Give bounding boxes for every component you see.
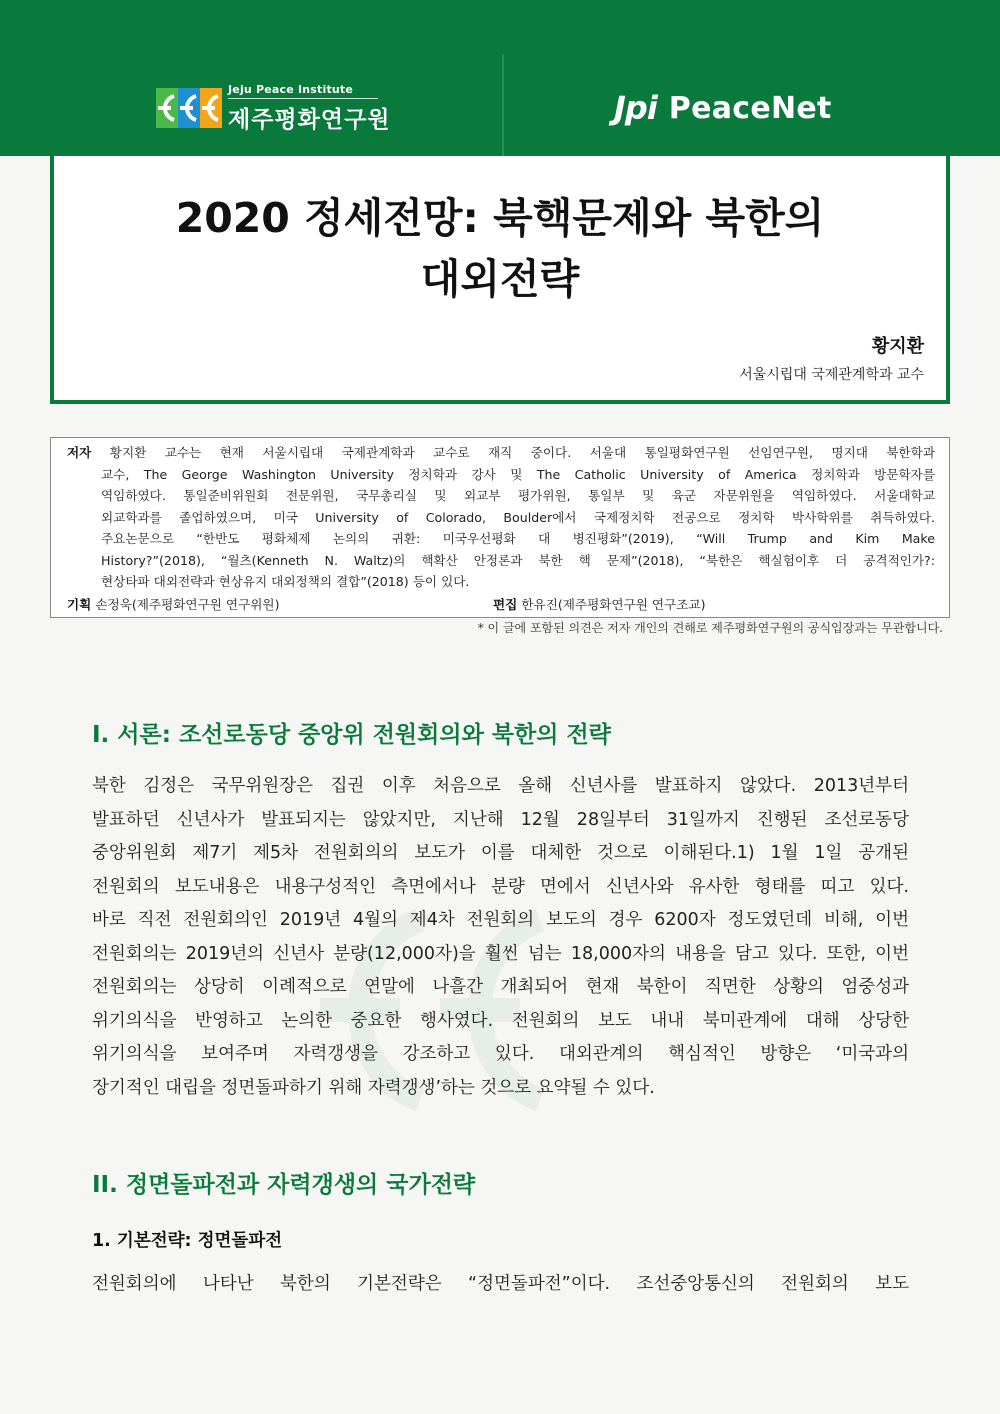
paragraph-line: 발표하던 신년사가 발표되지는 않았지만, 지난해 12월 28일부터 31일까지 진행된 조선로동당	[92, 809, 909, 830]
paragraph-line: 북한 김정은 국무위원장은 집권 이후 처음으로 올해 신년사를 발표하지 않았다. 2013년부터	[92, 776, 909, 796]
jeju-peace-institute-logo[interactable]	[156, 84, 391, 132]
header-logo-bar	[54, 54, 946, 156]
author-bio	[67, 442, 935, 593]
document-title	[54, 188, 946, 310]
author-label: 저자	[67, 445, 92, 460]
edit-label: 편집	[493, 597, 518, 612]
institute-name-ko: 제주평화연구원	[228, 106, 391, 133]
disclaimer-note: * 이 글에 포함된 의견은 저자 개인의 견해로 제주평화연구원의 공식입장과는 무관합니다.	[477, 621, 943, 635]
institute-logo-icon	[156, 88, 222, 128]
paragraph-line: 중앙위원회 제7기 제5차 전원회의의 보도가 이를 대체한 것으로 이해된다.1) 1월 1일 공개된	[92, 843, 909, 863]
bio-line: 역임하였다. 통일준비위원회 전문위원, 국무총리실 및 외교부 평가위원, 통일부 및 육군 자문위원을 역임하였다. 서울대학교	[101, 488, 935, 503]
bio-line: 교수, The George Washington University 정치학과 강사 및 The Catholic University of America 정치학과 방문학자를	[101, 466, 935, 482]
paragraph-line: 전원회의 보도내용은 내용구성적인 측면에서나 분량 면에서 신년사와 유사한 형태를 띠고 있다.	[92, 876, 909, 897]
paragraph-line: 전원회의는 상당히 이례적으로 연말에 나흘간 개최되어 현재 북한이 직면한 상황의 엄중성과	[92, 977, 909, 997]
paragraph-line: 전원회의에 나타난 북한의 기본전략은 “정면돌파전”이다. 조선중앙통신의 전원회의 보도	[92, 1274, 909, 1294]
institute-name	[228, 83, 391, 134]
credits	[67, 594, 935, 616]
plan-value: 손정욱(제주평화연구원 연구위원)	[95, 597, 280, 612]
plan-label: 기획	[67, 597, 92, 612]
section-2-heading: II. 정면돌파전과 자력갱생의 국가전략	[92, 1172, 476, 1198]
paragraph-line: 위기의식을 반영하고 논의한 중요한 행사였다. 전원회의 보도 내내 북미관계에 대해 상당한	[92, 1010, 909, 1031]
credit-plan	[67, 594, 280, 616]
edit-value: 한유진(제주평화연구원 연구조교)	[521, 597, 706, 612]
bio-line: 저자 황지환 교수는 현재 서울시립대 국제관계학과 교수로 재직 중이다. 서울대 통일평화연구원 선임연구원, 명지대 북한학과	[67, 445, 935, 460]
bio-line: History?”(2018), “월츠(Kenneth N. Waltz)의 핵확산 안정론과 북한 핵 문제”(2018), “북한은 핵실험이후 더 공격적인가?:	[101, 552, 935, 568]
header-box	[50, 50, 950, 404]
jpi-mark: Jpi	[614, 89, 657, 127]
bio-line: 외교학과를 졸업하였으며, 미국 University of Colorado, Boulder에서 국제정치학 전공으로 정치학 박사학위를 취득하였다.	[101, 509, 935, 525]
logo-divider	[502, 54, 504, 156]
title-line-1: 2020 정세전망: 북핵문제와 북한의	[175, 194, 825, 242]
author-name: 황지환	[871, 336, 924, 357]
paragraph-line: 위기의식을 보여주며 자력갱생을 강조하고 있다. 대외관계의 핵심적인 방향은 ‘미국과의	[92, 1044, 909, 1064]
peacenet-wordmark: PeaceNet	[668, 90, 832, 126]
paragraph-line: 전원회의는 2019년의 신년사 분량(12,000자)을 훨씬 넘는 18,000자의 내용을 담고 있다. 또한, 이번	[92, 943, 909, 964]
subsection-1-heading: 1. 기본전략: 정면돌파전	[92, 1231, 283, 1251]
author-info-box	[50, 437, 950, 618]
institute-name-en: Jeju Peace Institute	[228, 83, 378, 99]
section-2-paragraph	[92, 1268, 909, 1302]
section-1-heading: I. 서론: 조선로동당 중앙위 전원회의와 북한의 전략	[92, 722, 611, 748]
credit-edit	[493, 594, 706, 616]
paragraph-line: 바로 직전 전원회의인 2019년 4월의 제4차 전원회의 보도의 경우 6200자 정도였던데 비해, 이번	[92, 910, 909, 930]
peacenet-logo[interactable]	[614, 84, 832, 132]
author-affiliation: 서울시립대 국제관계학과 교수	[739, 367, 924, 383]
bio-line: 주요논문으로 “한반도 평화체제 논의의 귀환: 미국우선평화 대 병진평화”(2019), “Will Trump and Kim Make	[101, 531, 935, 546]
section-1-paragraph	[92, 770, 909, 1105]
bio-line: 현상타파 대외전략과 현상유지 대외정책의 결합”(2018) 등이 있다.	[101, 574, 470, 589]
paragraph-line: 장기적인 대립을 정면돌파하기 위해 자력갱생’하는 것으로 요약될 수 있다.	[92, 1077, 655, 1098]
title-line-2: 대외전략	[420, 255, 580, 303]
